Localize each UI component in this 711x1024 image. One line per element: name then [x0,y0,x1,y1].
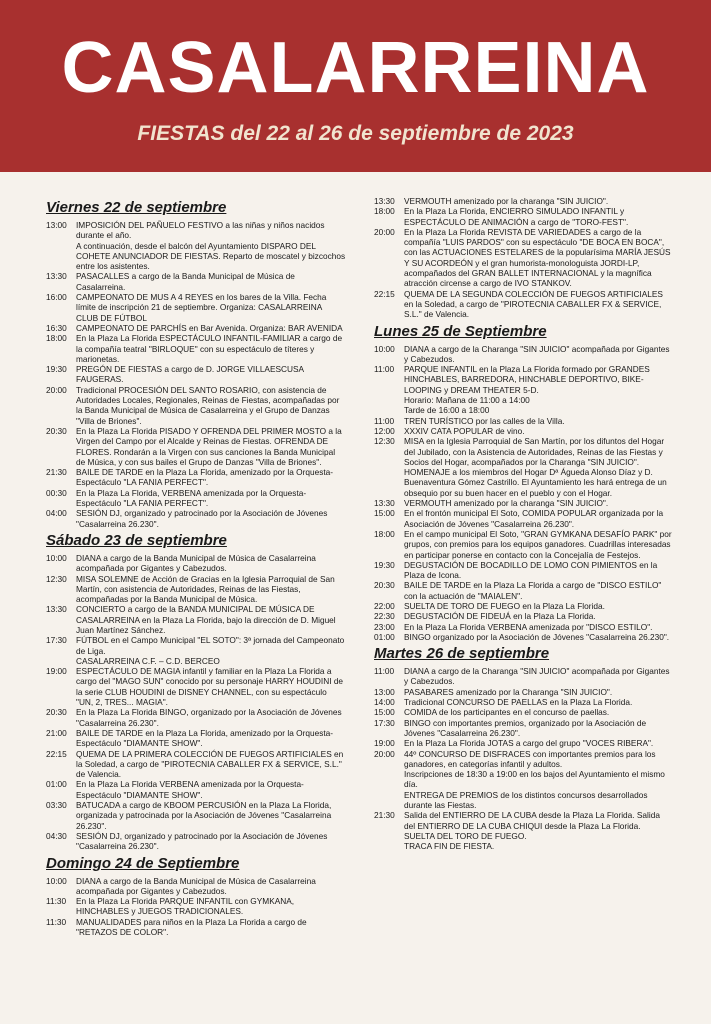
event-item [374,529,672,560]
event-item [374,467,672,498]
event-text: 44º CONCURSO DE DISFRACES con importantes premios para los ganadores, en categorías infantil y adultos. [404,748,656,769]
event-item [374,405,672,415]
event-item [46,728,346,749]
event-time: 13:30 [374,498,395,509]
event-text: En la Plaza La Florida PISADO Y OFRENDA DEL PRIMER MOSTO a la Virgen del Campo por el Alcalde y Reinas de Fiestas. OFRENDA DE FLORES. Rondarán a la Virgen con sus canciones la Banda Municipal de Música, y con sus bailes el Grupo de Danzas "Villa de Briones". [76,425,342,467]
event-text: CONCIERTO a cargo de la BANDA MUNICIPAL DE MÚSICA DE CASALARREINA en la Plaza La Florida, bajo la dirección de D. Miguel Juan Martínez Sánchez. [76,604,336,635]
event-item [374,790,672,811]
event-time: 20:00 [46,384,67,395]
event-time: 11:30 [46,916,67,927]
event-text: SUELTA DE TORO DE FUEGO en la Plaza La Florida. [404,600,605,611]
event-item [374,426,672,436]
event-item [46,467,346,488]
event-time: 11:00 [374,364,395,375]
event-text: BINGO con importantes premios, organizado por la Asociación de Jóvenes "Casalarreina 26.230". [404,717,647,738]
event-item [374,687,672,697]
event-item [46,488,346,509]
event-text: COMIDA de los participantes en el concurso de paellas. [404,707,610,718]
event-item [46,749,346,780]
event-text: En la Plaza La Florida, VERBENA amenizada por la Orquesta-Espectáculo "LA FANIA PERFECT". [76,487,307,509]
event-item [46,779,346,800]
event-text: PREGÓN DE FIESTAS a cargo de D. JORGE VILLAESCUSA FAUGERAS. [76,364,304,385]
event-item [46,831,346,852]
event-item [374,611,672,621]
event-time [46,656,76,666]
event-time: 16:00 [46,292,67,303]
event-item [46,707,346,728]
event-time: 04:00 [46,508,67,519]
event-item [46,508,346,529]
event-text: DIANA a cargo de la Charanga "SIN JUICIO" acompañada por Gigantes y Cabezudos. [404,666,670,687]
event-text: MANUALIDADES para niños en la Plaza La Florida a cargo de "RETAZOS DE COLOR". [76,916,307,937]
event-time: 21:30 [46,467,67,478]
event-time: 13:30 [46,271,67,282]
day-title: Domingo 24 de Septiembre [46,854,240,872]
event-item [374,436,672,467]
event-text: BINGO organizado por la Asociación de Jóvenes "Casalarreina 26.230". [404,631,670,642]
event-text: A continuación, desde el balcón del Ayuntamiento DISPARO DEL COHETE ANUNCIADOR DE FIESTAS. Reparto de moscatel y bizcochos entre los asistentes. [76,240,346,272]
event-item [374,707,672,717]
event-text: Salida del ENTIERRO DE LA CUBA desde la Plaza La Florida. Salida del ENTIERRO DE LA CUBA CHIQUI desde la Plaza La Florida. [404,810,660,831]
event-time: 23:00 [374,621,395,632]
event-time [374,790,404,811]
event-item [46,364,346,385]
event-text: ESPECTÁCULO DE MAGIA infantil y familiar en la Plaza La Florida a cargo del "MAGO SUN" conocido por su personaje HARRY HOUDINI de la serie CLUB HOUDINI de DISNEY CHANNEL, con su espectáculo "UN, 2, TRES... MAGIA". [76,666,344,708]
event-time [374,831,404,841]
event-item [46,323,346,333]
event-item [374,831,672,841]
event-item [46,574,346,605]
event-time [374,395,404,405]
event-time [374,405,404,415]
event-time: 22:30 [374,611,395,622]
event-time: 01:00 [46,779,67,790]
event-text: XXXIV CATA POPULAR de vino. [404,425,525,436]
event-list [374,344,672,643]
event-item [46,426,346,467]
event-text: SESIÓN DJ, organizado y patrocinado por la Asociación de Jóvenes "Casalarreina 26.230". [76,508,328,529]
event-time: 19:00 [46,666,67,677]
event-time: 20:00 [374,748,395,759]
event-item [46,635,346,656]
event-time: 22:15 [374,288,395,299]
event-time: 13:00 [374,686,395,697]
event-time: 20:30 [374,580,395,591]
event-item [46,896,346,917]
event-time: 17:30 [374,717,395,728]
event-item [374,601,672,611]
event-text: VERMOUTH amenizado por la charanga "SIN JUICIO". [404,498,609,509]
event-item [374,749,672,770]
event-text: PASABARES amenizado por la Charanga "SIN JUICIO". [404,686,613,697]
event-text: Tradicional CONCURSO DE PAELLAS en la Plaza La Florida. [404,697,633,708]
event-text: SUELTA DEL TORO DE FUEGO. [404,830,527,841]
event-time: 15:00 [374,707,395,718]
event-item [374,416,672,426]
event-text: DIANA a cargo de la Banda Municipal de Música de Casalarreina acompañada por Gigantes y Cabezudos. [76,552,316,574]
event-time: 21:00 [46,727,67,738]
event-item [46,656,346,666]
event-time [46,241,76,272]
event-item [374,718,672,739]
event-text: En la Plaza La Florida REVISTA DE VARIEDADES a cargo de la compañía "LUIS PARDOS" con su espectáculo "DE BOCA EN BOCA", con las ACTUACIONES ESTELARES de la popularísima MARÍA JESÚS Y SU ACORDEÓN y el gran humorista-monologuista JORDI-LP, acompañados del GRAN BALLET INTERNACIONAL y la magnífica atracción circense a cargo de IVO STANKOV. [404,226,671,289]
event-text: En la Plaza La Florida VERBENA amenizada por "DISCO ESTILO". [404,621,653,632]
event-list [374,666,672,851]
event-text: FÚTBOL en el Campo Municipal "EL SOTO": 3ª jornada del Campeonato de Liga. [76,635,345,656]
event-text: DEGUSTACIÓN DE FIDEUÁ en la Plaza La Florida. [404,611,596,622]
event-item [374,206,672,227]
event-item [46,800,346,831]
event-time [374,467,404,498]
event-list [46,553,346,852]
event-text: QUEMA DE LA SEGUNDA COLECCIÓN DE FUEGOS ARTIFICIALES en la Soledad, a cargo de "PIROTECNIA CABALLER FX & SERVICE, S.L." de Valencia. [404,288,663,320]
event-time: 00:30 [46,487,67,498]
event-item [46,292,346,323]
event-text: HOMENAJE a los miembros del Hogar Dª Águeda Alonso Díaz y D. Buenaventura Gómez Castrillo. El Ayuntamiento les hará entrega de un obsequio por su buen hacer en el pueblo y con el Hogar. [404,467,667,498]
event-item [374,364,672,395]
event-item [374,697,672,707]
event-time: 15:00 [374,508,395,519]
event-item [374,810,672,831]
event-text: En la Plaza La Florida BINGO, organizado por la Asociación de Jóvenes "Casalarreina 26.230". [76,707,342,728]
event-text: CASALARREINA C.F. – C.D. BERCEO [76,655,220,666]
event-text: BAILE DE TARDE en la Plaza La Florida a cargo de "DISCO ESTILO" con la actuación de "MAIALEN". [404,580,662,601]
event-item [46,876,346,897]
event-list [46,876,346,938]
event-text: DEGUSTACIÓN DE BOCADILLO DE LOMO CON PIMIENTOS en la Plaza de Icona. [404,559,658,581]
event-text: En la Plaza La Florida ESPECTÁCULO INFANTIL-FAMILIAR a cargo de la compañía teatral "BIRLOQUE" con su espectáculo de títeres y marionetas. [76,333,343,364]
event-text: En la Plaza La Florida, ENCIERRO SIMULADO INFANTIL y ESPECTÁCULO DE ANIMACIÓN a cargo de "TORO-FEST". [404,206,629,227]
event-time: 17:30 [46,635,67,646]
event-text: Tradicional PROCESIÓN DEL SANTO ROSARIO, con asistencia de Autoridades Locales, Regionales, Reinas de Fiestas, acompañadas por la Banda Municipal de Música de Casalarreina y el Grupo de Danzas "Villa de Briones". [76,384,340,426]
event-time: 13:00 [46,220,67,230]
event-time: 12:30 [46,573,67,584]
event-item [46,917,346,938]
event-text: ENTREGA DE PREMIOS de los distintos concursos desarrollados durante las Fiestas. [404,789,648,811]
left-column [46,196,346,937]
event-time: 12:30 [374,436,395,447]
event-item [374,508,672,529]
event-item [374,632,672,642]
event-time: 21:30 [374,810,395,821]
event-item [374,560,672,581]
event-time: 03:30 [46,800,67,811]
event-time [374,769,404,790]
event-time: 12:00 [374,425,395,436]
event-item [374,498,672,508]
page-title: CASALARREINA [61,28,650,108]
event-text: PASACALLES a cargo de la Banda Municipal de Música de Casalarreina. [76,271,295,292]
event-item [46,385,346,426]
event-text: Inscripciones de 18:30 a 19:00 en los bajos del Ayuntamiento el mismo día. [404,769,665,790]
event-item [374,196,672,206]
event-time: 14:00 [374,697,395,708]
event-item [46,271,346,292]
event-time: 11:00 [374,666,395,677]
event-text: DIANA a cargo de la Charanga "SIN JUICIO" acompañada por Gigantes y Cabezudos. [404,343,670,364]
day-title: Lunes 25 de Septiembre [374,322,547,340]
event-item [374,666,672,687]
event-list [46,220,346,529]
event-item [46,604,346,635]
event-text: MISA en la Iglesia Parroquial de San Martín, por los difuntos del Hogar del Jubilado, con la Asistencia de Autoridades, Reinas de las Fiestas y Socios del Hogar, acompañados por la Charanga "SIN JUICIO". [404,436,665,467]
event-text: VERMOUTH amenizado por la charanga "SIN JUICIO". [404,196,609,206]
event-text: En la Plaza La Florida JOTAS a cargo del grupo "VOCES RIBERA". [404,738,654,749]
event-time: 18:00 [46,333,67,344]
event-time: 18:00 [374,206,395,217]
event-text: TRACA FIN DE FIESTA. [404,841,495,852]
event-time: 16:30 [46,322,67,333]
event-time: 11:30 [46,896,67,907]
event-time: 20:00 [374,226,395,237]
event-time: 20:30 [46,707,67,718]
event-text: En la Plaza La Florida VERBENA amenizada por la Orquesta-Espectáculo "DIAMANTE SHOW". [76,779,304,800]
event-time: 19:30 [374,559,395,570]
event-item [374,227,672,289]
event-time: 13:30 [374,196,395,206]
event-time: 13:30 [46,604,67,615]
event-text: BATUCADA a cargo de KBOOM PERCUSIÓN en la Plaza La Florida, organizada y patrocinada por la Asociación de Jóvenes "Casalarreina 26.230". [76,800,332,831]
event-text: DIANA a cargo de la Banda Municipal de Música de Casalarreina acompañada por Gigantes y Cabezudos. [76,875,316,896]
event-time [374,841,404,851]
event-text: Tarde de 16:00 a 18:00 [404,405,490,416]
event-text: BAILE DE TARDE en la Plaza La Florida, amenizado por la Orquesta-Espectáculo "LA FANIA PERFECT". [76,467,334,488]
event-item [374,395,672,405]
event-text: CAMPEONATO DE MUS A 4 REYES en los bares de la Villa. Fecha límite de inscripción 21 de septiembre. Organiza: CASALARREINA CLUB DE FÚTBOL [76,292,327,323]
event-item [46,220,346,241]
event-text: En el campo municipal El Soto, "GRAN GYMKANA DESAFÍO PARK" por grupos, con premios para los equipos ganadores. Cuadrillas interesadas en participar ponerse en contacto con la Concejalía de Festejos. [404,528,672,560]
event-time: 10:00 [46,552,67,563]
event-time: 18:00 [374,528,395,539]
event-text: MISA SOLEMNE de Acción de Gracias en la Iglesia Parroquial de San Martín, con asistencia de Autoridades, Reinas de las Fiestas, acompañadas por la Banda Municipal de Música. [76,573,335,605]
event-time: 10:00 [374,343,395,354]
event-item [374,841,672,851]
right-column [374,196,672,852]
page-subtitle: FIESTAS del 22 al 26 de septiembre de 2023 [137,122,574,145]
event-text: IMPOSICIÓN DEL PAÑUELO FESTIVO a las niñas y niños nacidos durante el año. [76,220,325,241]
event-item [46,241,346,272]
event-list [374,196,672,320]
day-title: Viernes 22 de septiembre [46,199,227,216]
day-title: Martes 26 de septiembre [374,645,550,663]
event-time: 19:30 [46,364,67,375]
event-text: PARQUE INFANTIL en la Plaza La Florida formado por GRANDES HINCHABLES, BARREDORA, HINCHABLE DEPORTIVO, BIKE-LOOPING y DREAM THEATER 5-D. [404,364,650,395]
event-time: 10:00 [46,875,67,886]
event-item [46,666,346,707]
header-banner [0,0,711,172]
event-item [374,289,672,320]
event-time: 01:00 [374,631,395,642]
event-text: BAILE DE TARDE en la Plaza La Florida, amenizado por la Orquesta-Espectáculo "DIAMANTE SHOW". [76,727,334,749]
event-time: 20:30 [46,425,67,436]
event-item [374,622,672,632]
event-text: En el frontón municipal El Soto, COMIDA POPULAR organizada por la Asociación de Jóvenes "Casalarreina 26.230". [404,508,664,529]
event-time: 11:00 [374,415,395,426]
event-time: 22:00 [374,600,395,611]
day-title: Sábado 23 de septiembre [46,531,227,549]
event-text: SESIÓN DJ, organizado y patrocinado por la Asociación de Jóvenes "Casalarreina 26.230". [76,830,328,852]
event-item [46,553,346,574]
event-item [46,333,346,364]
event-text: Horario: Mañana de 11:00 a 14:00 [404,395,530,406]
event-item [374,769,672,790]
event-item [374,344,672,365]
event-text: CAMPEONATO DE PARCHÍS en Bar Avenida. Organiza: BAR AVENIDA [76,322,343,333]
event-time: 19:00 [374,738,395,749]
event-text: QUEMA DE LA PRIMERA COLECCIÓN DE FUEGOS ARTIFICIALES en la Soledad, a cargo de "PIROTECNIA CABALLER FX & SERVICE, S.L." de Valencia. [76,748,344,780]
event-item [374,738,672,748]
event-text: En la Plaza La Florida PARQUE INFANTIL con GYMKANA, HINCHABLES y JUEGOS TRADICIONALES. [76,896,295,917]
event-text: TREN TURÍSTICO por las calles de la Villa. [404,415,565,426]
event-time: 04:30 [46,830,67,841]
event-time: 22:15 [46,748,67,759]
event-item [374,580,672,601]
